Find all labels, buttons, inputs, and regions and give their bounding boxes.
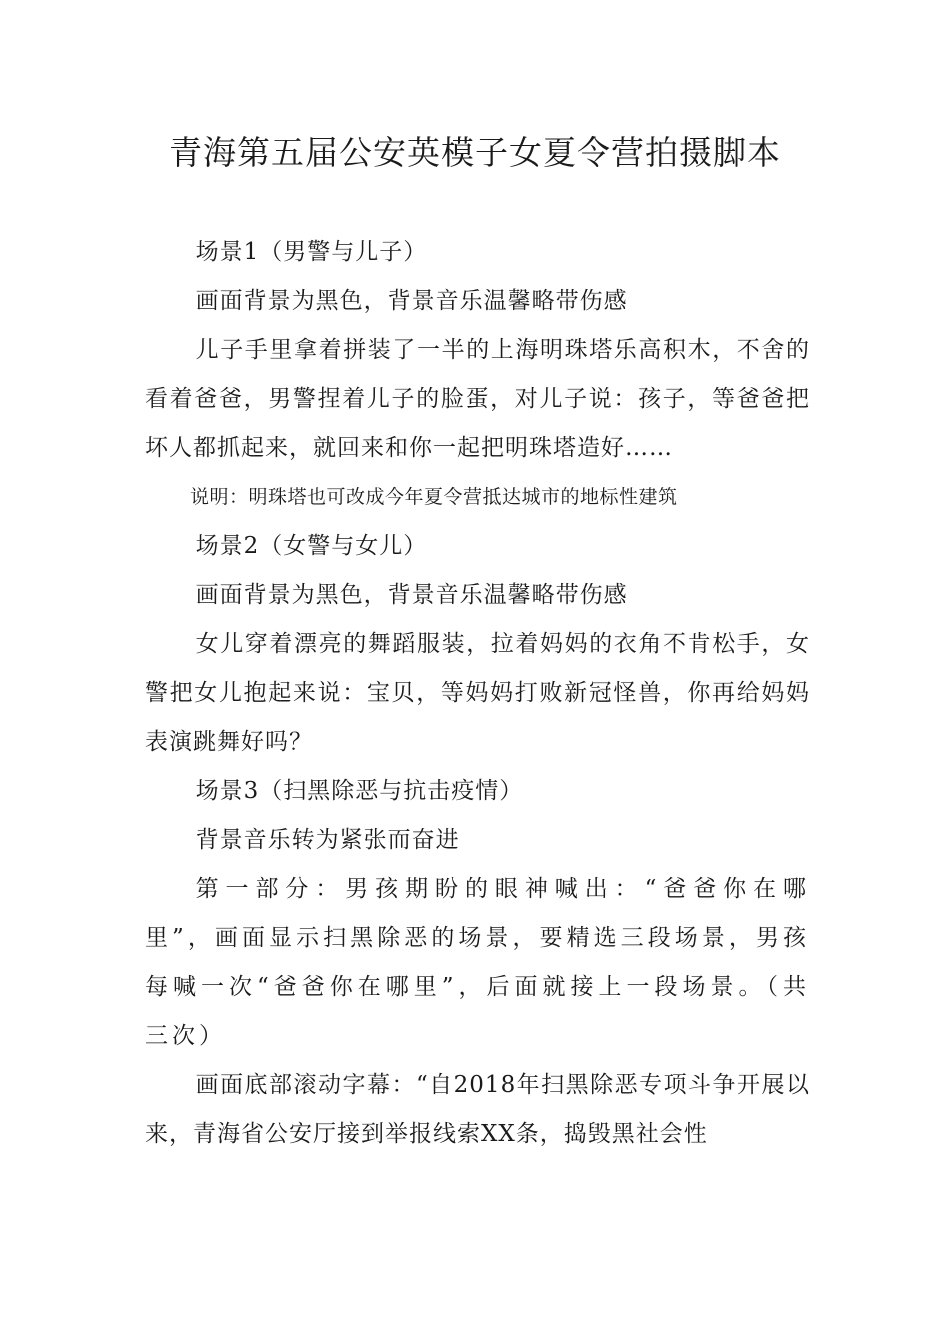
scene-1-note: 说明：明珠塔也可改成今年夏令营抵达城市的地标性建筑: [190, 486, 678, 508]
scene-1-heading: 场景1（男警与儿子）: [195, 239, 428, 265]
scene-3-music: 背景音乐转为紧张而奋进: [195, 827, 460, 853]
scene-2-description: 女儿穿着漂亮的舞蹈服装，拉着妈妈的衣角不肯松手，女警把女儿抱起来说：宝贝，等妈妈打败新冠怪兽，你再给妈妈表演跳舞好吗？: [145, 631, 810, 755]
scene-1-description: 儿子手里拿着拼装了一半的上海明珠塔乐高积木，不舍的看着爸爸，男警捏着儿子的脸蛋，对儿子说：孩子，等爸爸把坏人都抓起来，就回来和你一起把明珠塔造好……: [145, 337, 810, 461]
document-title: 青海第五届公安英模子女夏令营拍摄脚本: [169, 133, 781, 172]
scene-2-background: 画面背景为黑色，背景音乐温馨略带伤感: [195, 582, 628, 608]
scene-1-background: 画面背景为黑色，背景音乐温馨略带伤感: [195, 288, 628, 314]
scene-3-part-1: 第一部分：男孩期盼的眼神喊出：“爸爸你在哪里”，画面显示扫黑除恶的场景，要精选三段场景，男孩每喊一次“爸爸你在哪里”，后面就接上一段场景。（共三次）: [145, 876, 810, 1049]
scene-2-heading: 场景2（女警与女儿）: [195, 533, 428, 559]
scene-3-heading: 场景3（扫黑除恶与抗击疫情）: [195, 778, 524, 804]
document-body: [145, 228, 810, 1159]
scene-3-subtitle: 画面底部滚动字幕：“自2018年扫黑除恶专项斗争开展以来，青海省公安厅接到举报线索XX条，捣毁黑社会性: [145, 1072, 810, 1147]
